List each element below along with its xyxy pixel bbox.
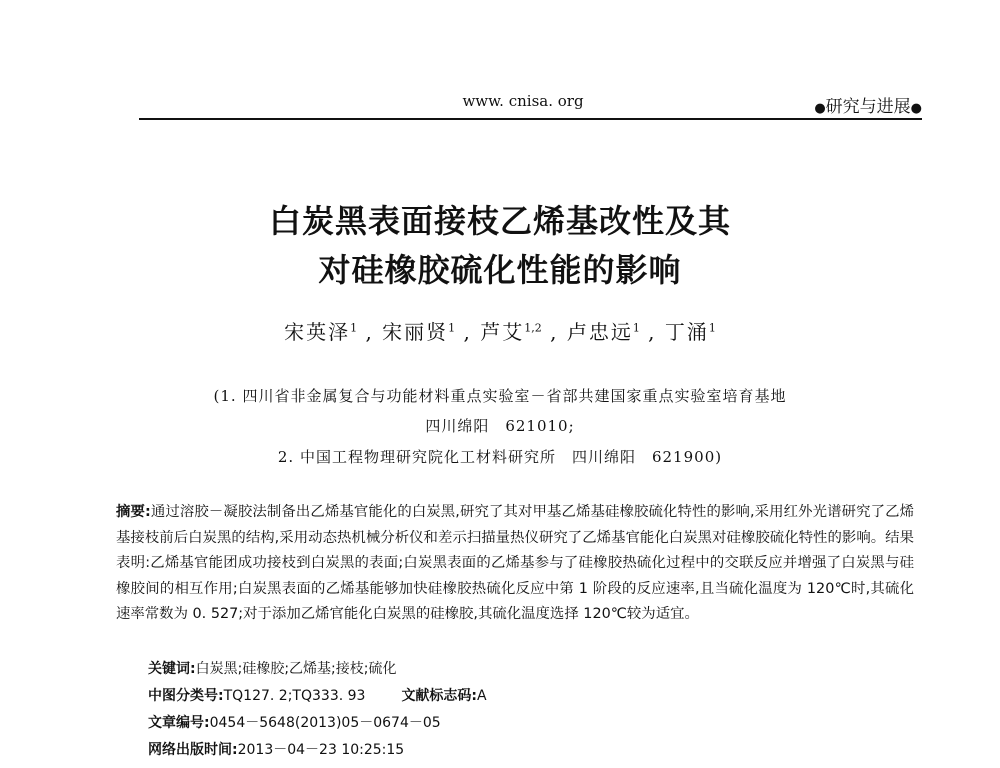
author-name: 芦艾 <box>480 320 525 344</box>
affiliation-line-3: 2. 中国工程物理研究院化工材料研究所 四川绵阳 621900) <box>277 448 723 466</box>
keywords-label: 关键词: <box>148 661 196 677</box>
author-affiliation-mark: 1 <box>448 321 456 335</box>
abstract-text: 通过溶胶－凝胶法制备出乙烯基官能化的白炭黑,研究了其对甲基乙烯基硅橡胶硫化特性的影响,采用红外光谱研究了乙烯基接枝前后白炭黑的结构,采用动态热机械分析仪和差示扫描量热仪研究了乙烯基官能化白炭黑对硅橡胶硫化特性的影响。结果表明:乙烯基官能团成功接枝到白炭黑的表面;白炭黑表面的乙烯基参与了硅橡胶热硫化过程中的交联反应并增强了白炭黑与硅橡胶间的相互作用;白炭黑表面的乙烯基能够加快硅橡胶热硫化反应中第 1 阶段的反应速率,且当硫化温度为 120℃时,其硫化速率常数为 0. 527;对于添加乙烯官能化白炭黑的硅橡胶,其硫化温度选择 120℃较为适宜。 <box>116 504 914 622</box>
section-name: 研究与进展 <box>825 97 911 117</box>
author-affiliation-mark: 1 <box>708 321 716 335</box>
article-id <box>148 712 441 732</box>
keywords <box>148 658 396 678</box>
author-separator: , <box>455 320 472 344</box>
paper-title-line-1: 白炭黑表面接枝乙烯基改性及其 <box>268 202 731 240</box>
classification-label: 中图分类号: <box>148 688 224 704</box>
online-publish-time <box>148 739 404 759</box>
abstract <box>116 500 914 628</box>
article-id-value: 0454－5648(2013)05－0674－05 <box>209 715 441 731</box>
online-time-label: 网络出版时间: <box>148 742 238 758</box>
author-separator: , <box>639 320 657 344</box>
bullet-icon: ● <box>910 101 922 116</box>
section-label <box>814 92 922 117</box>
classification <box>148 685 487 705</box>
author-affiliation-mark: 1 <box>350 321 358 335</box>
document-code-value: A <box>477 688 487 704</box>
abstract-label: 摘要: <box>116 504 151 520</box>
bullet-icon: ● <box>814 101 826 116</box>
author-name: 丁涌 <box>664 320 709 344</box>
classification-value: TQ127. 2;TQ333. 93 <box>223 688 366 704</box>
keywords-value: 白炭黑;硅橡胶;乙烯基;接枝;硫化 <box>195 661 397 677</box>
document-code-label: 文献标志码: <box>401 688 478 704</box>
author-list <box>0 316 1000 345</box>
author-affiliation-mark: 1 <box>632 321 640 335</box>
affiliation-line-1: (1. 四川省非金属复合与功能材料重点实验室－省部共建国家重点实验室培育基地 <box>213 387 787 405</box>
author-name: 卢忠远 <box>566 320 633 344</box>
paper-title-line-2: 对硅橡胶硫化性能的影响 <box>318 251 682 289</box>
header-divider <box>139 118 922 120</box>
online-time-value: 2013－04－23 10:25:15 <box>237 742 405 758</box>
author-name: 宋丽贤 <box>382 320 449 344</box>
author-separator: , <box>541 320 559 344</box>
author-affiliation-mark: 1,2 <box>524 321 542 335</box>
article-id-label: 文章编号: <box>148 715 210 731</box>
journal-url[interactable]: www. cnisa. org <box>462 92 584 110</box>
affiliation-line-2: 四川绵阳 621010; <box>425 417 575 435</box>
author-name: 宋英泽 <box>284 320 351 344</box>
author-separator: , <box>357 320 374 344</box>
